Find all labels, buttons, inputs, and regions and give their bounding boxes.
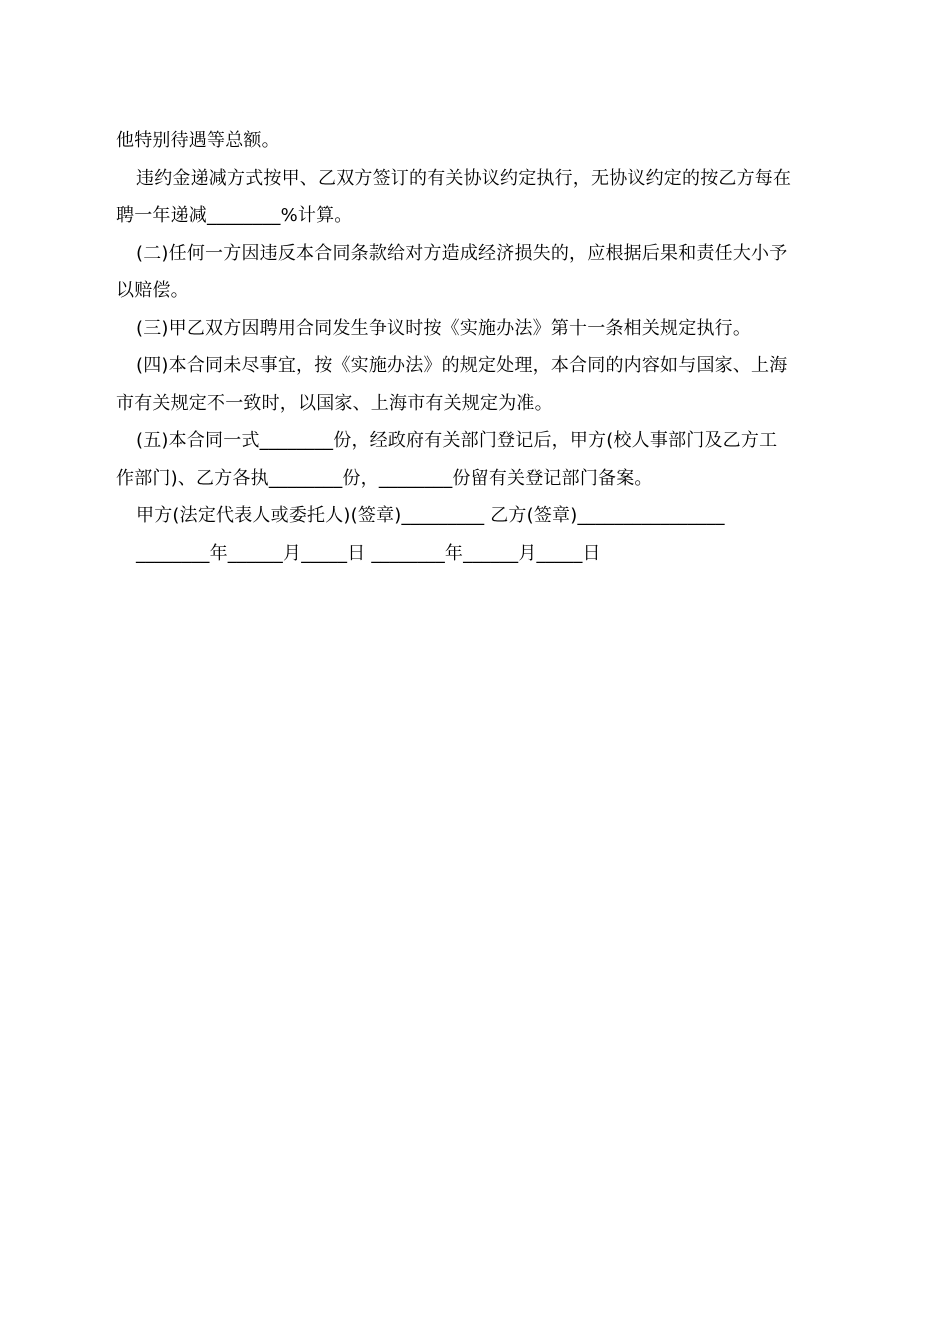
text-line: (四)本合同未尽事宜，按《实施办法》的规定处理，本合同的内容如与国家、上海 <box>136 355 788 376</box>
text-line: 聘一年递减________%计算。 <box>116 205 353 226</box>
date-line: ________年______月_____日 ________年______月_____日 <box>136 542 601 564</box>
text-line: (五)本合同一式________份，经政府有关部门登记后，甲方(校人事部门及乙方工 <box>136 430 778 451</box>
contract-text <box>116 122 836 572</box>
signature-line: 甲方(法定代表人或委托人)(签章)_________ 乙方(签章)________________ <box>136 505 725 526</box>
text-line: 市有关规定不一致时，以国家、上海市有关规定为准。 <box>116 392 553 414</box>
text-line: 作部门)、乙方各执________份，________份留有关登记部门备案。 <box>116 467 653 489</box>
text-line: (三)甲乙双方因聘用合同发生争议时按《实施办法》第十一条相关规定执行。 <box>136 317 752 339</box>
text-line: 违约金递减方式按甲、乙双方签订的有关协议约定执行，无协议约定的按乙方每在 <box>136 167 792 189</box>
text-line: (二)任何一方因违反本合同条款给对方造成经济损失的，应根据后果和责任大小予 <box>136 242 788 264</box>
text-line: 以赔偿。 <box>116 280 189 301</box>
text-line: 他特别待遇等总额。 <box>116 130 280 151</box>
